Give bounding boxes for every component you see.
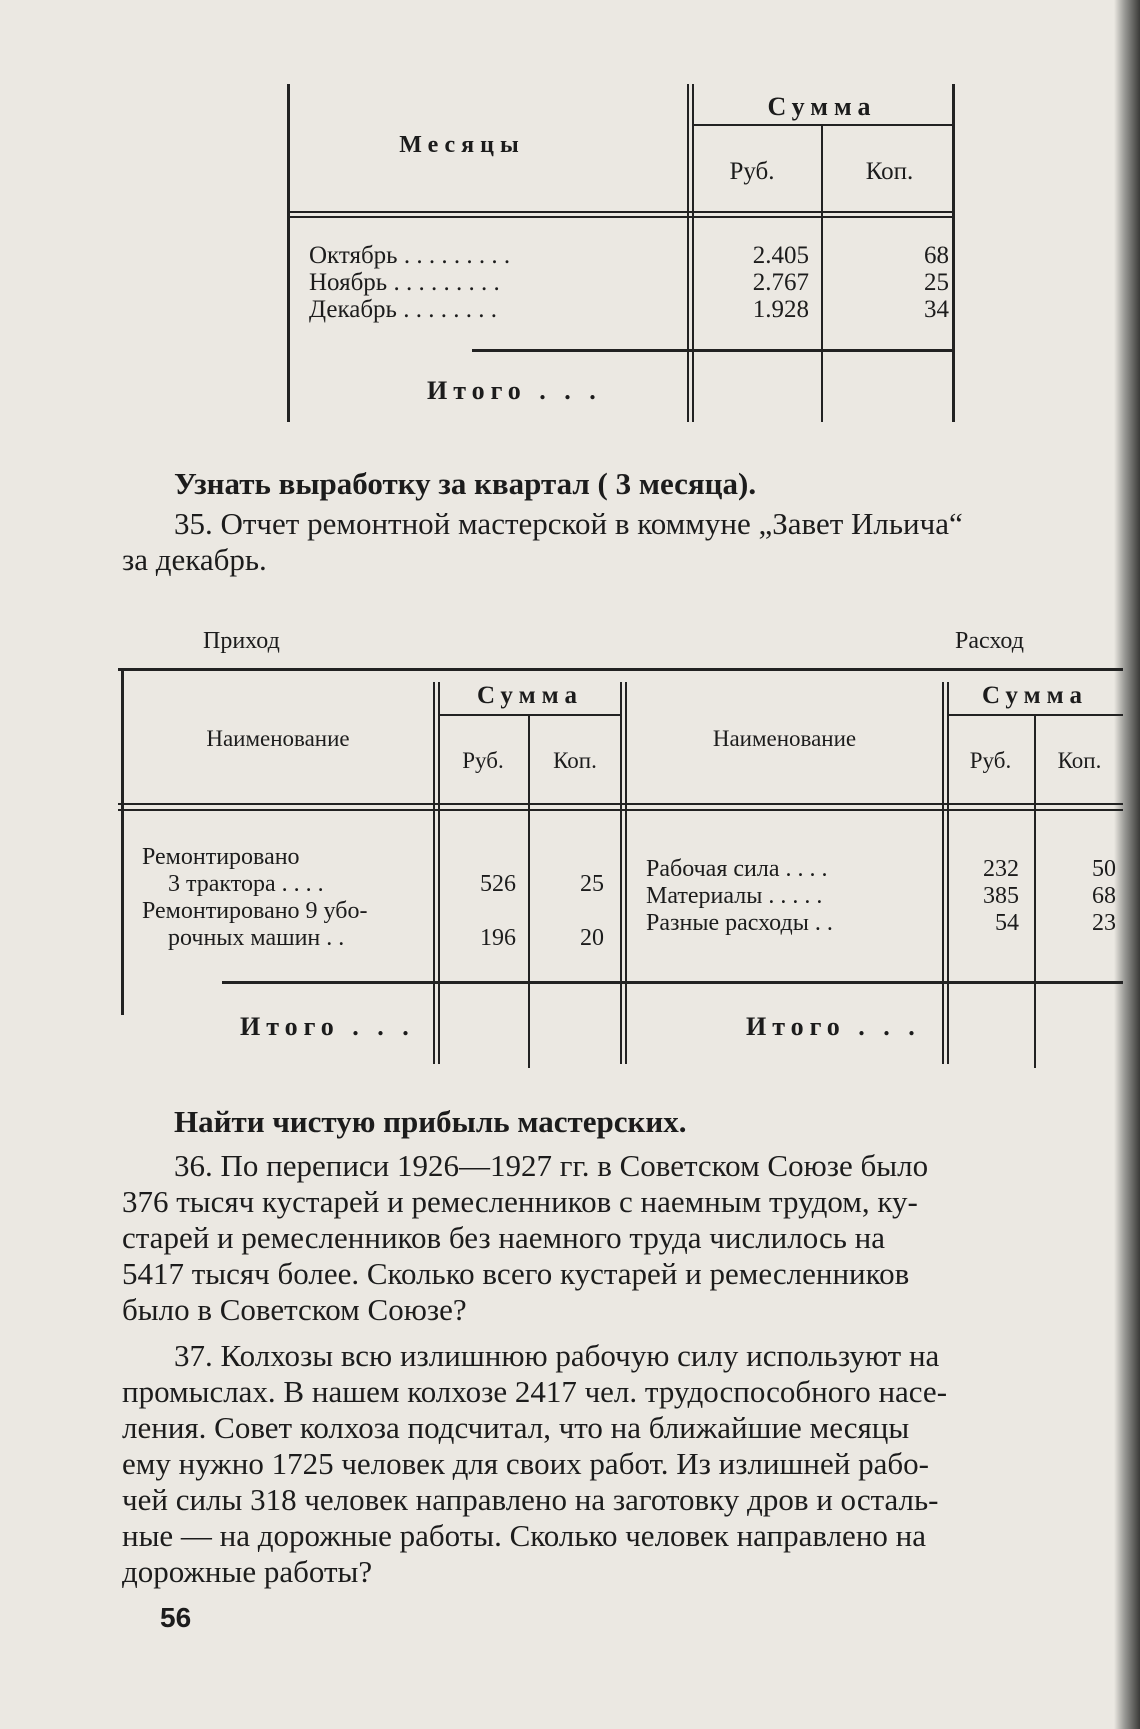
rub-value: 1.928 <box>752 296 809 323</box>
problem-35-line2: за декабрь. <box>122 542 267 577</box>
problem-37 <box>122 1338 1124 1590</box>
text-line: 36. По переписи 1926—1927 гг. в Советском Союзе было <box>174 1148 929 1183</box>
expense-kop: 23 <box>1092 910 1116 936</box>
expense-label: Расход <box>955 628 1024 654</box>
task-text: Найти чистую прибыль мастерских. <box>174 1104 687 1139</box>
column-header-sum-income: Сумма <box>477 682 583 709</box>
text-line: ные — на дорожные работы. Сколько человек направлено на <box>122 1518 927 1553</box>
column-header-rub: Руб. <box>729 158 775 185</box>
column-header-name-income: Наименование <box>206 726 350 751</box>
problem-35-line1: 35. Отчет ремонтной мастерской в коммуне „Завет Ильича“ <box>174 506 963 541</box>
kop-value: 25 <box>924 269 949 296</box>
expense-item-name: Рабочая сила . . . . <box>646 856 828 882</box>
kop-value: 68 <box>924 242 949 269</box>
task-text: Узнать выработку за квартал ( 3 месяца). <box>174 466 757 501</box>
income-kop: 25 <box>580 871 604 897</box>
expense-rub: 232 <box>983 856 1019 882</box>
income-label: Приход <box>203 628 280 654</box>
text-line: дорожные работы? <box>122 1554 373 1589</box>
expense-total-label: Итого . . . <box>746 1012 921 1041</box>
monthly-earnings-table <box>287 84 957 422</box>
problem-36 <box>122 1148 1124 1328</box>
kop-value: 34 <box>924 296 949 323</box>
expense-item-name: Разные расходы . . <box>646 910 833 936</box>
column-header-months: Месяцы <box>399 132 525 158</box>
column-header-sum-expense: Сумма <box>982 682 1088 709</box>
workshop-report-table <box>118 668 1123 1073</box>
text-line: 5417 тысяч более. Сколько всего кустарей и ремесленников <box>122 1256 910 1291</box>
income-item-name-cont: 3 трактора . . . . <box>168 871 324 897</box>
rub-value: 2.767 <box>752 269 809 296</box>
rub-value: 2.405 <box>752 242 809 269</box>
month-name: Октябрь . . . . . . . . . <box>309 242 511 269</box>
expense-rub: 385 <box>983 883 1019 909</box>
table-row <box>309 269 949 296</box>
text-line: ления. Совет колхоза подсчитал, что на ближайшие месяцы <box>122 1410 910 1445</box>
expense-kop: 50 <box>1092 856 1116 882</box>
income-total-label: Итого . . . <box>240 1012 415 1041</box>
expense-item-name: Материалы . . . . . <box>646 883 823 909</box>
page-number: 56 <box>160 1602 192 1633</box>
column-header-rub-income: Руб. <box>462 748 504 773</box>
text-line: было в Советском Союзе? <box>122 1292 467 1327</box>
income-kop: 20 <box>580 925 604 951</box>
month-name: Ноябрь . . . . . . . . . <box>309 269 500 296</box>
column-header-sum: Сумма <box>767 92 877 121</box>
income-rub: 196 <box>480 925 516 951</box>
text-line: 376 тысяч кустарей и ремесленников с наемным трудом, ку- <box>122 1184 918 1219</box>
column-header-name-expense: Наименование <box>712 726 857 751</box>
table-row <box>309 296 949 323</box>
text-line: промыслах. В нашем колхозе 2417 чел. трудоспособного насе- <box>122 1374 948 1409</box>
total-label: Итого . . . <box>427 376 602 405</box>
column-header-kop: Коп. <box>865 158 914 185</box>
text-line: ему нужно 1725 человек для своих работ. Из излишней рабо- <box>122 1446 929 1481</box>
income-item-name-cont: рочных машин . . <box>168 925 345 951</box>
income-item-name: Ремонтировано 9 убо- <box>142 898 368 924</box>
column-header-kop-expense: Коп. <box>1057 748 1102 773</box>
column-header-rub-expense: Руб. <box>969 748 1012 773</box>
text-line: чей силы 318 человек направлено на заготовку дров и осталь- <box>122 1482 939 1517</box>
expense-rub: 54 <box>995 910 1019 936</box>
income-rub: 526 <box>480 871 516 897</box>
month-name: Декабрь . . . . . . . . <box>309 296 497 323</box>
text-line: 37. Колхозы всю излишнюю рабочую силу используют на <box>174 1338 940 1373</box>
expense-kop: 68 <box>1092 883 1116 909</box>
column-header-kop-income: Коп. <box>553 748 597 773</box>
income-item-name: Ремонтировано <box>142 844 300 870</box>
table-row <box>309 242 949 269</box>
text-line: старей и ремесленников без наемного труда числилось на <box>122 1220 886 1255</box>
